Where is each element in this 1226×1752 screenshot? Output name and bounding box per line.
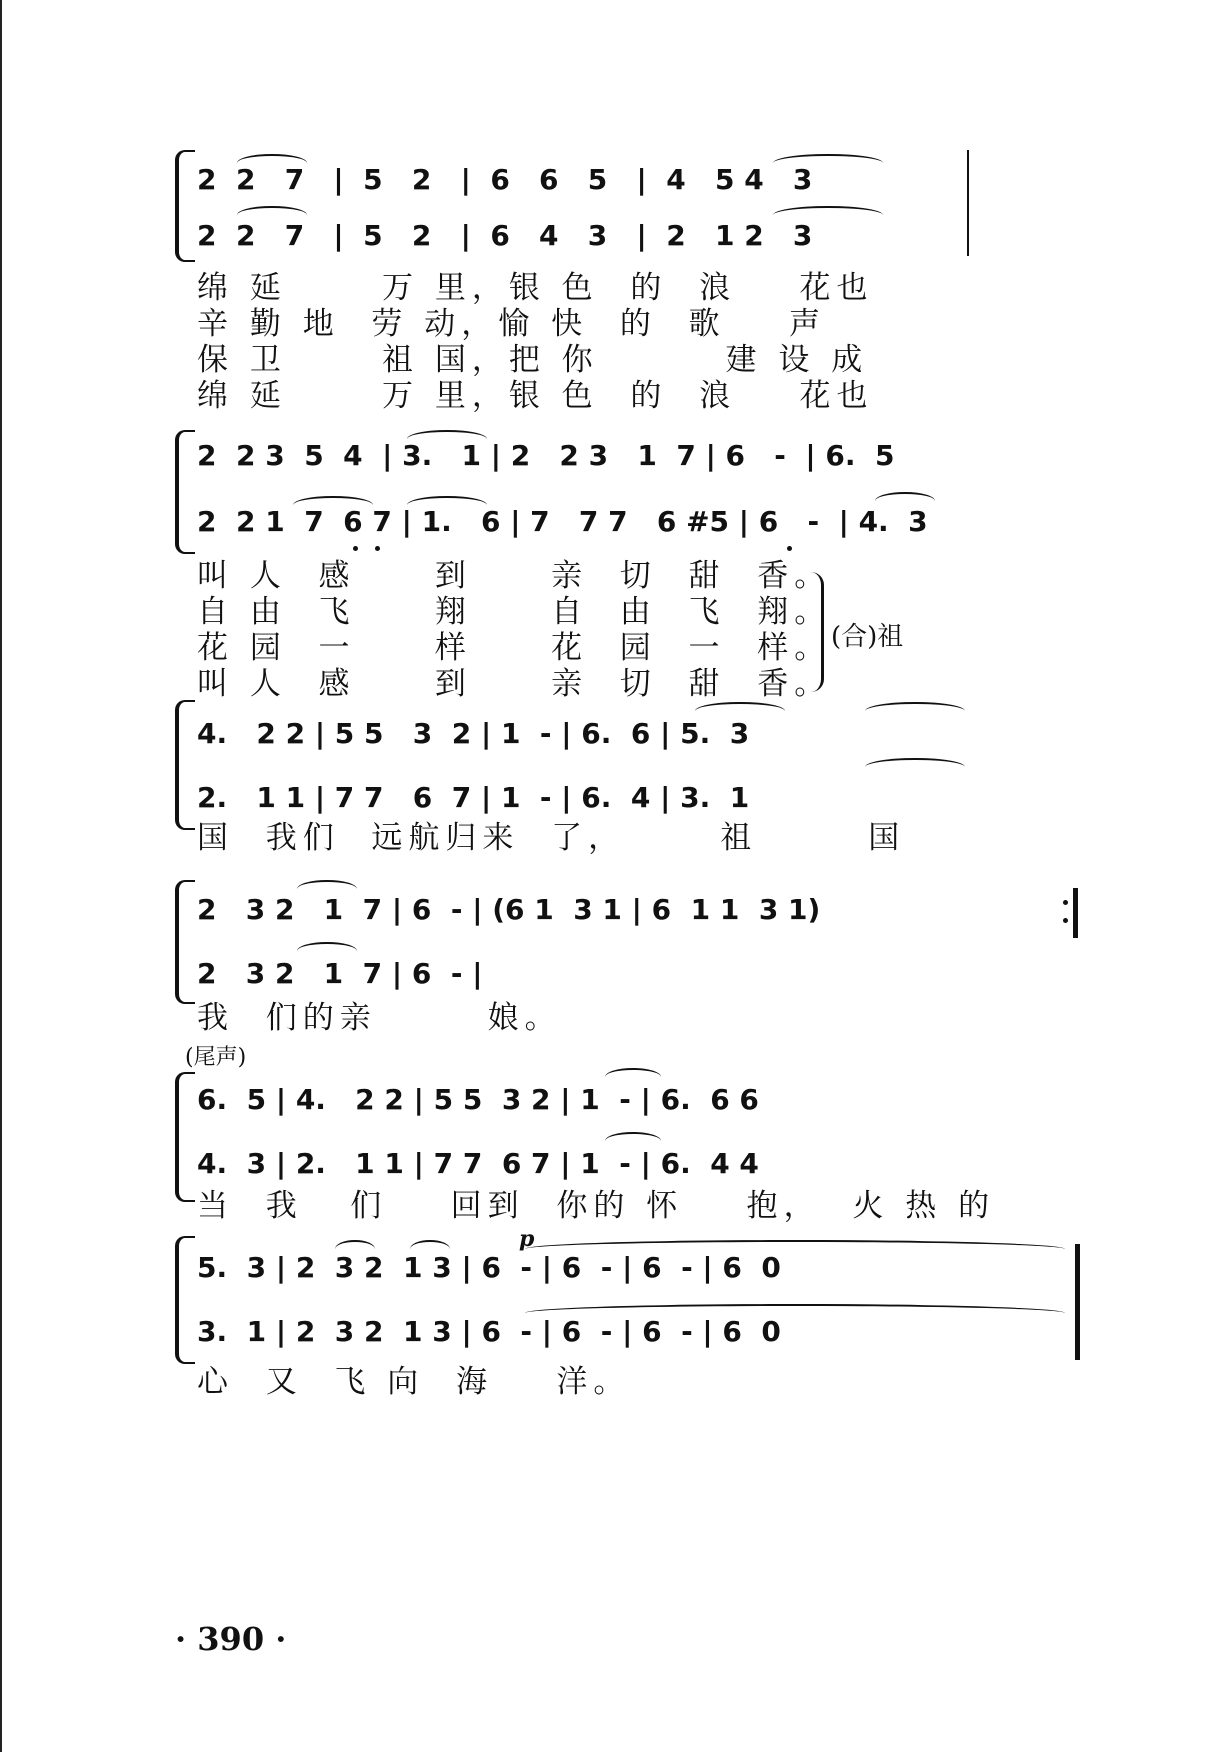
lower-voice: [197, 1144, 1085, 1184]
repeat-dot: [1063, 918, 1068, 923]
slur: [605, 1132, 661, 1150]
slur: [407, 496, 487, 514]
lower-notes: 2 2 1 7 6 7 | 1. 6 | 7 7 7 6 #5 | 6 - | 4. 3: [197, 505, 928, 538]
dynamic-marking: p: [519, 1226, 535, 1252]
lower-voice: [197, 778, 1085, 818]
slur: [865, 702, 965, 720]
page-number: · 390 ·: [175, 1620, 287, 1658]
slur: [773, 206, 883, 224]
slur: [865, 758, 965, 776]
chorus-brace: [811, 572, 824, 692]
lyric-verse-1: 叫 人 感 到 亲 切 甜 香。: [197, 558, 832, 594]
chorus-label: (合)祖: [831, 622, 904, 652]
score-system-5: [175, 1040, 1085, 1240]
score-system-3: [175, 700, 1085, 870]
slur: [297, 880, 357, 898]
slur: [293, 496, 373, 514]
lower-voice: [197, 216, 1085, 256]
lyric-verse-4: 叫 人 感 到 亲 切 甜 香。: [197, 666, 832, 702]
lyric-verse-4: 绵 延 万 里，银 色 的 浪 花也: [197, 378, 874, 414]
lyric-line: 我 们的亲 娘。: [197, 1000, 562, 1036]
score-system-6: [175, 1226, 1085, 1426]
repeat-end-barline: [1073, 888, 1078, 938]
system-brace: [175, 1072, 195, 1202]
lyric-line: 当 我 们 回到 你的 怀 抱， 火 热 的: [197, 1188, 996, 1224]
lyric-verse-2: 自 由 飞 翔 自 由 飞 翔。: [197, 594, 832, 630]
lyric-verse-1: 绵 延 万 里，银 色 的 浪 花也: [197, 270, 874, 306]
page-edge: [0, 0, 2, 1752]
lower-notes: 3. 1 | 2 3 2 1 3 | 6 - | 6 - | 6 - | 6 0: [197, 1315, 781, 1348]
system-brace: [175, 150, 195, 262]
upper-notes: 2 3 2 1 7 | 6 - | (6 1 3 1 | 6 1 1 3 1): [197, 893, 821, 926]
low-octave-dot: [375, 546, 380, 551]
upper-notes: 6. 5 | 4. 2 2 | 5 5 3 2 | 1 - | 6. 6 6: [197, 1083, 759, 1116]
score-system-4: [175, 880, 1085, 1040]
slur: [695, 702, 785, 720]
lyric-line: 心 又 飞 向 海 洋。: [197, 1364, 631, 1400]
system-brace: [175, 430, 195, 554]
lyric-line: 国 我们 远航归来 了， 祖 国: [197, 820, 906, 856]
final-barline: [1075, 1244, 1080, 1360]
slur: [237, 206, 307, 224]
upper-voice: [197, 160, 1085, 200]
slur: [297, 942, 357, 960]
slur: [605, 1068, 661, 1086]
tie: [525, 1304, 1065, 1322]
upper-voice: [197, 714, 1085, 754]
score-system-2: [175, 430, 1085, 700]
low-octave-dot: [353, 546, 358, 551]
slur: [410, 1240, 450, 1258]
upper-notes: 5. 3 | 2 3 2 1 3 | 6 - | 6 - | 6 - | 6 0: [197, 1251, 781, 1284]
lyric-verse-3: 保 卫 祖 国，把 你 建 设 成: [197, 342, 869, 378]
lower-notes: 4. 3 | 2. 1 1 | 7 7 6 7 | 1 - | 6. 4 4: [197, 1147, 759, 1180]
upper-notes: 2 2 7 | 5 2 | 6 6 5 | 4 5 4 3: [197, 163, 813, 196]
tie: [525, 1240, 1065, 1258]
repeat-dot: [1063, 900, 1068, 905]
lyric-verse-3: 花 园 一 样 花 园 一 样。: [197, 630, 832, 666]
lyric-verse-2: 辛 勤 地 劳 动，愉 快 的 歌 声: [197, 306, 826, 342]
upper-notes: 2 2 3 5 4 | 3. 1 | 2 2 3 1 7 | 6 - | 6. 5: [197, 439, 895, 472]
slur: [407, 430, 487, 448]
slur: [773, 154, 883, 172]
lower-notes: 2 3 2 1 7 | 6 - |: [197, 957, 483, 990]
upper-notes: 4. 2 2 | 5 5 3 2 | 1 - | 6. 6 | 5. 3: [197, 717, 750, 750]
upper-voice: [197, 1080, 1085, 1120]
system-brace: [175, 1236, 195, 1364]
barline: [967, 150, 969, 256]
slur: [875, 492, 935, 510]
lower-notes: 2. 1 1 | 7 7 6 7 | 1 - | 6. 4 | 3. 1: [197, 781, 750, 814]
section-label: (尾声): [185, 1045, 247, 1070]
slur: [237, 154, 307, 172]
upper-voice: [197, 436, 1085, 476]
lower-voice: [197, 954, 1085, 994]
low-octave-dot: [787, 546, 792, 551]
system-brace: [175, 880, 195, 1004]
score-system-1: [175, 150, 1085, 420]
lower-notes: 2 2 7 | 5 2 | 6 4 3 | 2 1 2 3: [197, 219, 813, 252]
system-brace: [175, 700, 195, 830]
slur: [335, 1240, 375, 1258]
